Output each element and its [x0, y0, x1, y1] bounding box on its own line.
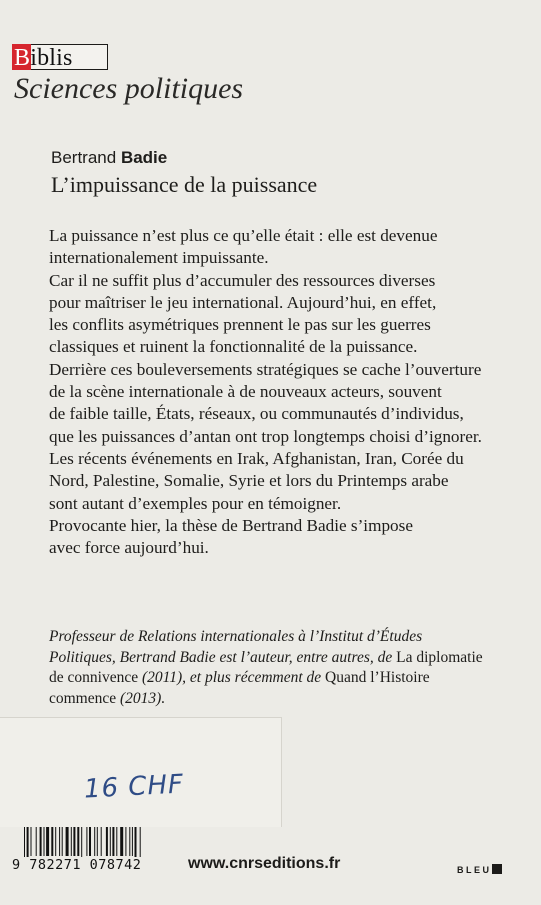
barcode-bar — [81, 827, 82, 859]
barcode-bar — [77, 827, 79, 856]
barcode-bar — [140, 827, 141, 859]
barcode-bar — [89, 827, 91, 856]
blurb-line: avec force aujourd’hui. — [49, 538, 209, 558]
blurb-line: classiques et ruinent la fonctionnalité de la puissance. — [49, 337, 418, 357]
author-first-name: Bertrand — [51, 148, 117, 167]
barcode-bar — [135, 827, 137, 859]
barcode-bar — [31, 827, 32, 856]
blurb-line: pour maîtriser le jeu international. Aujourd’hui, en effet, — [49, 292, 437, 312]
collection-name: Sciences politiques — [14, 72, 244, 105]
barcode-bar — [106, 827, 108, 856]
imprint-name: BLEU — [457, 865, 492, 875]
barcode-bar — [36, 827, 37, 856]
bio-text: Politiques, Bertrand Badie est l’auteur, entre autres, de — [49, 648, 397, 666]
blurb-line: Nord, Palestine, Somalie, Syrie et lors du Printemps arabe — [49, 471, 449, 491]
blurb-line: internationalement impuissante. — [49, 248, 269, 268]
barcode-bar — [62, 827, 63, 856]
series-logo-rest: iblis — [30, 45, 73, 71]
barcode-bar — [86, 827, 87, 856]
blurb — [49, 225, 529, 559]
barcode-bar — [73, 827, 75, 856]
blurb-line: les conflits asymétriques prennent le pas sur les guerres — [49, 315, 431, 335]
barcode-bar — [44, 827, 45, 856]
blurb-line: Les récents événements en Irak, Afghanistan, Iran, Corée du — [49, 448, 464, 468]
barcode-bar — [46, 827, 49, 856]
blurb-line: sont autant d’exemples pour en témoigner. — [49, 493, 342, 513]
blurb-line: Derrière ces bouleversements stratégiques se cache l’ouverture — [49, 359, 482, 379]
imprint-square-icon — [492, 864, 502, 874]
barcode-bar — [112, 827, 114, 856]
barcode-bar — [97, 827, 98, 856]
bio-book-title: Quand l’Histoire — [325, 669, 430, 686]
barcode-bar — [110, 827, 111, 856]
series-logo — [14, 44, 73, 70]
barcode-bar — [101, 827, 102, 856]
publisher-website: www.cnrseditions.fr — [188, 855, 341, 872]
blurb-line: La puissance n’est plus ce qu’elle était : elle est devenue — [49, 226, 438, 245]
barcode-bar — [71, 827, 72, 856]
barcode-bar — [66, 827, 69, 856]
barcode-bar — [59, 827, 60, 856]
barcode-bar — [125, 827, 126, 856]
barcode-bar — [116, 827, 117, 856]
bio-line — [49, 668, 529, 689]
bio-book-title: commence — [49, 689, 121, 707]
barcode-bars — [12, 827, 182, 859]
bio-line — [49, 648, 529, 669]
blurb-line: Provocante hier, la thèse de Bertrand Badie s’impose — [49, 515, 413, 535]
barcode-bar — [55, 827, 56, 856]
bio-book-title: de connivence — [49, 669, 142, 686]
blurb-line: Car il ne suffit plus d’accumuler des ressources diverses — [49, 270, 436, 290]
bio-book-title: La diplomatie — [396, 648, 483, 666]
author-name — [51, 148, 167, 168]
book-title: L’impuissance de la puissance — [51, 172, 318, 197]
handwritten-price: 16 CHF — [83, 769, 185, 805]
barcode-bar — [132, 827, 133, 856]
barcode-bar — [129, 827, 130, 856]
barcode-bar — [27, 827, 29, 859]
isbn-barcode — [12, 827, 182, 871]
barcode-bar — [51, 827, 53, 856]
bio-line — [49, 689, 529, 710]
blurb-line: que les puissances d’antan ont trop longtemps choisi d’ignorer. — [49, 426, 482, 446]
blurb-line: de la scène internationale à de nouveaux acteurs, souvent — [49, 382, 442, 402]
blurb-line: de faible taille, États, réseaux, ou communautés d’individus, — [49, 404, 464, 424]
author-bio — [49, 627, 529, 709]
bio-text: (2013). — [120, 689, 166, 707]
series-logo-initial: B — [14, 45, 31, 71]
barcode-bar — [120, 827, 123, 856]
isbn-digits: 9 782271 078742 — [12, 857, 182, 873]
barcode-bar — [94, 827, 95, 856]
author-last-name: Badie — [120, 148, 168, 167]
barcode-bar — [24, 827, 25, 859]
bio-line: Professeur de Relations internationales à l’Institut d’Études — [49, 628, 423, 645]
imprint-logo — [457, 864, 502, 875]
barcode-bar — [40, 827, 42, 856]
bio-text: (2011), et plus récemment de — [141, 669, 326, 686]
